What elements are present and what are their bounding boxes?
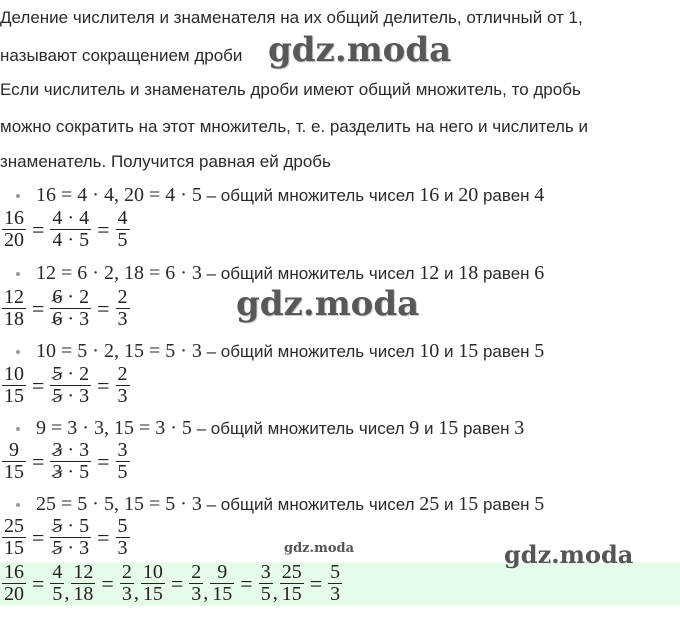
original-fraction-den-value: 15 xyxy=(4,537,24,559)
reduced-fraction-denominator xyxy=(116,386,130,407)
answer-reduced-5-den-value: 3 xyxy=(330,583,341,605)
and-word: и xyxy=(439,264,459,283)
answer-original-4-numerator xyxy=(210,562,234,584)
factorization: 9 = 3 · 3, 15 = 3 · 5 xyxy=(36,417,192,439)
watermark-small xyxy=(284,541,354,556)
equals-sign: = xyxy=(240,570,253,596)
expanded-fraction-num-dot: · xyxy=(62,208,80,229)
reduced-fraction-den-value: 3 xyxy=(117,537,128,559)
expanded-fraction-den-b: 3 xyxy=(79,308,90,330)
watermark-middle-text: gdz.moda xyxy=(236,284,420,324)
common-factor: 5 xyxy=(534,493,545,515)
reduced-fraction-denominator xyxy=(116,538,130,559)
answer-reduced-1-denominator xyxy=(50,584,64,605)
factorization: 16 = 4 · 4, 20 = 4 · 5 xyxy=(36,184,202,206)
reduced-fraction xyxy=(116,208,130,251)
answer-comma: , xyxy=(203,582,209,604)
expanded-fraction-den-b: 3 xyxy=(79,385,90,407)
example-3-statement xyxy=(36,340,544,363)
original-fraction-numerator xyxy=(2,440,26,462)
example-4-reduction xyxy=(2,440,130,486)
answer-original-5-num-value: 25 xyxy=(281,562,302,583)
original-fraction-den-value: 15 xyxy=(4,385,24,407)
answer-reduced-4-denominator xyxy=(259,584,273,605)
original-fraction-numerator xyxy=(2,208,26,230)
intro-line-2 xyxy=(0,46,242,66)
intro-line-3 xyxy=(0,80,581,100)
reduced-fraction-numerator xyxy=(116,364,130,386)
equals-sign: = xyxy=(32,524,45,550)
expanded-fraction-den-b: 5 xyxy=(79,229,90,251)
reduced-fraction-num-value: 4 xyxy=(117,208,128,229)
and-word: и xyxy=(419,419,439,438)
equals-sign: = xyxy=(32,295,45,321)
statement-text: – общий множитель чисел xyxy=(201,186,420,205)
original-fraction-den-value: 15 xyxy=(4,461,24,483)
number-a: 12 xyxy=(419,262,440,284)
expanded-fraction-num-b: 3 xyxy=(79,440,90,461)
expanded-fraction xyxy=(50,516,91,559)
example-1-statement xyxy=(36,184,544,207)
answer-fractions xyxy=(2,562,342,606)
reduced-fraction-num-value: 2 xyxy=(117,364,128,385)
expanded-fraction xyxy=(50,208,91,251)
expanded-fraction-numerator xyxy=(50,364,91,386)
bullet-dot xyxy=(16,503,20,507)
expanded-fraction-den-a: 3 xyxy=(52,461,63,483)
answer-reduced-5-denominator xyxy=(328,584,342,605)
expanded-fraction-numerator xyxy=(50,287,91,309)
answer-reduced-2 xyxy=(120,562,134,605)
original-fraction xyxy=(2,208,26,251)
statement-text: – общий множитель чисел xyxy=(201,264,420,283)
answer-original-5 xyxy=(280,562,304,605)
reduced-fraction-num-value: 5 xyxy=(117,516,128,537)
equals-sign: = xyxy=(32,216,45,242)
example-4-statement xyxy=(36,417,524,440)
expanded-fraction-denominator xyxy=(50,386,91,407)
intro-line-1-text: Деление числителя и знаменателя на их общий делитель, отличный от 1, xyxy=(0,8,583,27)
example-3-reduction xyxy=(2,364,130,410)
answer-original-3 xyxy=(141,562,165,605)
expanded-fraction-num-a: 5 xyxy=(52,364,63,385)
answer-original-2 xyxy=(71,562,95,605)
reduced-fraction-denominator xyxy=(116,309,130,330)
original-fraction-num-value: 10 xyxy=(4,364,24,385)
answer-reduced-4-num-value: 3 xyxy=(260,562,271,583)
bullet-dot xyxy=(16,194,20,198)
answer-comma: , xyxy=(133,582,139,604)
number-a: 25 xyxy=(419,493,440,515)
equals-sign: = xyxy=(32,570,45,596)
answer-comma: , xyxy=(272,582,278,604)
expanded-fraction-den-b: 3 xyxy=(79,537,90,559)
answer-original-4 xyxy=(210,562,234,605)
original-fraction-den-value: 20 xyxy=(4,229,24,251)
statement-text: – общий множитель чисел xyxy=(191,419,410,438)
reduced-fraction xyxy=(116,364,130,407)
statement-text: – общий множитель чисел xyxy=(201,342,420,361)
equals-sign: = xyxy=(97,295,110,321)
expanded-fraction-den-dot: · xyxy=(62,229,80,251)
expanded-fraction-den-a: 6 xyxy=(52,308,63,330)
equals-sign: = xyxy=(97,372,110,398)
reduced-fraction-den-value: 5 xyxy=(117,461,128,483)
watermark-bottom-right-text: gdz.moda xyxy=(504,540,634,569)
example-5-reduction xyxy=(2,516,130,562)
equals-sign: = xyxy=(170,570,184,596)
intro-line-3-text: Если числитель и знаменатель дроби имеют общий множитель, то дробь xyxy=(0,80,581,99)
reduced-fraction xyxy=(116,516,130,559)
answer-original-1-numerator xyxy=(2,562,26,584)
reduced-fraction-den-value: 3 xyxy=(117,385,128,407)
answer-reduced-4-den-value: 5 xyxy=(260,583,271,605)
original-fraction-num-value: 9 xyxy=(9,440,19,461)
answer-reduced-5-num-value: 5 xyxy=(330,562,341,583)
answer-original-1 xyxy=(2,562,26,605)
equals-word: равен xyxy=(478,264,535,283)
reduced-fraction-numerator xyxy=(116,440,130,462)
watermark-small-text: gdz.moda xyxy=(284,541,355,556)
expanded-fraction-denominator xyxy=(50,538,91,559)
expanded-fraction-den-dot: · xyxy=(62,461,80,483)
answer-original-3-den-value: 15 xyxy=(142,583,163,605)
number-a: 16 xyxy=(419,184,440,206)
answer-reduced-4-numerator xyxy=(259,562,273,584)
number-b: 15 xyxy=(458,340,479,362)
answer-comma: , xyxy=(64,582,70,604)
answer-reduced-1-num-value: 4 xyxy=(52,562,63,583)
equals-sign: = xyxy=(97,448,110,474)
equals-sign: = xyxy=(101,570,114,596)
original-fraction-den-value: 18 xyxy=(4,308,24,330)
answer-reduced-5 xyxy=(328,562,342,605)
expanded-fraction-num-a: 6 xyxy=(52,287,63,308)
original-fraction-num-value: 25 xyxy=(4,516,24,537)
expanded-fraction-num-a: 4 xyxy=(52,208,63,229)
statement-text: – общий множитель чисел xyxy=(201,495,420,514)
watermark-bottom-right xyxy=(504,540,633,569)
intro-line-5 xyxy=(0,152,331,172)
equals-word: равен xyxy=(478,342,535,361)
bullet-dot xyxy=(16,350,20,354)
reduced-fraction xyxy=(116,440,130,483)
answer-reduced-2-denominator xyxy=(120,584,134,605)
example-5-statement xyxy=(36,493,544,516)
answer-reduced-3-numerator xyxy=(189,562,203,584)
example-2-statement xyxy=(36,262,544,285)
answer-original-3-numerator xyxy=(141,562,165,584)
expanded-fraction xyxy=(50,440,91,483)
original-fraction xyxy=(2,440,26,483)
expanded-fraction-denominator xyxy=(50,230,91,251)
answer-original-4-den-value: 15 xyxy=(212,583,233,605)
answer-original-2-num-value: 12 xyxy=(73,562,94,583)
reduced-fraction-numerator xyxy=(116,208,130,230)
number-b: 15 xyxy=(458,493,479,515)
watermark-top xyxy=(268,30,451,70)
expanded-fraction-num-a: 5 xyxy=(52,516,63,537)
factorization: 25 = 5 · 5, 15 = 5 · 3 xyxy=(36,493,202,515)
original-fraction-denominator xyxy=(2,309,26,330)
answer-reduced-3 xyxy=(189,562,203,605)
expanded-fraction-num-dot: · xyxy=(62,440,80,461)
reduced-fraction-numerator xyxy=(116,516,130,538)
and-word: и xyxy=(439,342,459,361)
answer-reduced-1 xyxy=(50,562,64,605)
expanded-fraction-num-b: 4 xyxy=(79,208,90,229)
watermark-top-text: gdz.moda xyxy=(268,30,452,70)
expanded-fraction-num-b: 2 xyxy=(79,364,90,385)
expanded-fraction-num-dot: · xyxy=(62,364,80,385)
answer-original-5-numerator xyxy=(280,562,304,584)
expanded-fraction-den-a: 5 xyxy=(52,537,63,559)
expanded-fraction-num-a: 3 xyxy=(52,440,63,461)
equals-word: равен xyxy=(478,495,535,514)
expanded-fraction-numerator xyxy=(50,440,91,462)
expanded-fraction-denominator xyxy=(50,462,91,483)
answer-reduced-1-numerator xyxy=(50,562,64,584)
equals-sign: = xyxy=(32,372,45,398)
bullet-dot xyxy=(16,272,20,276)
equals-word: равен xyxy=(478,186,535,205)
original-fraction-numerator xyxy=(2,287,26,309)
expanded-fraction xyxy=(50,364,91,407)
original-fraction-num-value: 12 xyxy=(4,287,24,308)
original-fraction xyxy=(2,287,26,330)
expanded-fraction-num-dot: · xyxy=(62,287,80,308)
expanded-fraction-den-b: 5 xyxy=(79,461,90,483)
equals-sign: = xyxy=(97,216,110,242)
intro-line-4-text: можно сократить на этот множитель, т. е. разделить на него и числитель и xyxy=(0,117,588,136)
watermark-middle xyxy=(236,284,419,324)
reduced-fraction-den-value: 3 xyxy=(117,308,128,330)
expanded-fraction-den-dot: · xyxy=(62,537,80,559)
answer-reduced-5-numerator xyxy=(328,562,342,584)
expanded-fraction-numerator xyxy=(50,516,91,538)
and-word: и xyxy=(439,495,459,514)
answer-original-2-den-value: 18 xyxy=(73,583,94,605)
and-word: и xyxy=(439,186,459,205)
number-a: 9 xyxy=(409,417,420,439)
answer-original-5-den-value: 15 xyxy=(281,583,302,605)
answer-original-1-denominator xyxy=(2,584,26,605)
reduced-fraction-denominator xyxy=(116,462,130,483)
expanded-fraction-num-b: 2 xyxy=(79,287,90,308)
original-fraction-numerator xyxy=(2,364,26,386)
original-fraction-num-value: 16 xyxy=(4,208,24,229)
original-fraction-numerator xyxy=(2,516,26,538)
common-factor: 5 xyxy=(534,340,545,362)
number-b: 20 xyxy=(458,184,479,206)
expanded-fraction-numerator xyxy=(50,208,91,230)
example-2-reduction xyxy=(2,287,130,333)
number-b: 18 xyxy=(458,262,479,284)
answer-original-1-den-value: 20 xyxy=(4,583,24,605)
answer-original-1-num-value: 16 xyxy=(4,562,24,583)
number-b: 15 xyxy=(438,417,459,439)
original-fraction-denominator xyxy=(2,230,26,251)
answer-original-4-denominator xyxy=(210,584,234,605)
intro-line-1 xyxy=(0,8,583,28)
answer-reduced-2-numerator xyxy=(120,562,134,584)
answer-reduced-4 xyxy=(259,562,273,605)
factorization: 10 = 5 · 2, 15 = 5 · 3 xyxy=(36,340,202,362)
answer-original-3-num-value: 10 xyxy=(142,562,163,583)
equals-sign: = xyxy=(32,448,45,474)
answer-reduced-3-num-value: 2 xyxy=(191,562,202,583)
answer-original-2-denominator xyxy=(71,584,95,605)
common-factor: 6 xyxy=(534,262,545,284)
intro-line-2-text: называют сокращением дроби xyxy=(0,46,243,65)
equals-word: равен xyxy=(458,419,515,438)
original-fraction-denominator xyxy=(2,462,26,483)
expanded-fraction-num-dot: · xyxy=(62,516,80,537)
expanded-fraction-denominator xyxy=(50,309,91,330)
expanded-fraction-num-b: 5 xyxy=(79,516,90,537)
expanded-fraction-den-dot: · xyxy=(62,385,80,407)
example-1-reduction xyxy=(2,208,130,254)
answer-reduced-1-den-value: 5 xyxy=(52,583,63,605)
answer-reduced-3-denominator xyxy=(189,584,203,605)
common-factor: 4 xyxy=(534,184,545,206)
factorization: 12 = 6 · 2, 18 = 6 · 3 xyxy=(36,262,202,284)
answer-reduced-3-den-value: 3 xyxy=(191,583,202,605)
intro-line-5-text: знаменатель. Получится равная ей дробь xyxy=(0,152,331,171)
answer-reduced-2-num-value: 2 xyxy=(121,562,132,583)
reduced-fraction-den-value: 5 xyxy=(117,229,128,251)
number-a: 10 xyxy=(419,340,440,362)
expanded-fraction-den-a: 4 xyxy=(52,229,63,251)
original-fraction xyxy=(2,516,26,559)
bullet-dot xyxy=(16,427,20,431)
answer-original-4-num-value: 9 xyxy=(217,562,228,583)
reduced-fraction-numerator xyxy=(116,287,130,309)
reduced-fraction-denominator xyxy=(116,230,130,251)
reduced-fraction-num-value: 2 xyxy=(117,287,128,308)
reduced-fraction xyxy=(116,287,130,330)
expanded-fraction-den-dot: · xyxy=(62,308,80,330)
expanded-fraction xyxy=(50,287,91,330)
original-fraction-denominator xyxy=(2,538,26,559)
intro-line-4 xyxy=(0,117,588,137)
equals-sign: = xyxy=(97,524,110,550)
expanded-fraction-den-a: 5 xyxy=(52,385,63,407)
answer-original-5-denominator xyxy=(280,584,304,605)
original-fraction-denominator xyxy=(2,386,26,407)
answer-original-3-denominator xyxy=(141,584,165,605)
answer-reduced-2-den-value: 3 xyxy=(121,583,132,605)
answer-original-2-numerator xyxy=(71,562,95,584)
equals-sign: = xyxy=(309,570,323,596)
common-factor: 3 xyxy=(514,417,525,439)
original-fraction xyxy=(2,364,26,407)
reduced-fraction-num-value: 3 xyxy=(117,440,128,461)
